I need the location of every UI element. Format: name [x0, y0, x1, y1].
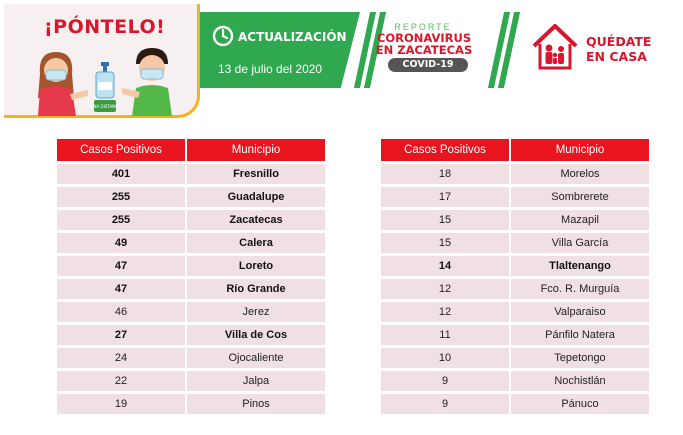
municipality-cell: Fco. R. Murguía: [511, 279, 649, 299]
table-row: [381, 256, 649, 276]
table-row: [381, 325, 649, 345]
table-row: [57, 348, 325, 368]
cases-table-right: [381, 136, 649, 417]
table-row: [57, 371, 325, 391]
col-header-cases: Casos Positivos: [57, 139, 187, 161]
table-row: [381, 371, 649, 391]
cases-cell: 22: [57, 371, 187, 391]
cases-cell: 47: [57, 256, 187, 276]
municipality-cell: Tlaltenango: [511, 256, 649, 276]
house-icon: [530, 22, 580, 72]
cases-cell: 15: [381, 210, 511, 230]
table-row: [57, 210, 325, 230]
cases-cell: 14: [381, 256, 511, 276]
cases-cell: 255: [57, 187, 187, 207]
cases-cell: 17: [381, 187, 511, 207]
table-row: [57, 302, 325, 322]
girl-with-mask-icon: [32, 46, 88, 116]
update-banner-bg: [200, 12, 360, 88]
cases-cell: 19: [57, 394, 187, 414]
cases-cell: 9: [381, 371, 511, 391]
table-row: [381, 279, 649, 299]
stay-home-line1: QUÉDATE: [586, 34, 652, 49]
municipality-cell: Jerez: [187, 302, 325, 322]
clock-icon: [212, 25, 234, 47]
municipality-cell: Loreto: [187, 256, 325, 276]
municipality-cell: Valparaiso: [511, 302, 649, 322]
cases-cell: 12: [381, 279, 511, 299]
cases-cell: 9: [381, 394, 511, 414]
col-header-municipality: Municipio: [511, 139, 649, 161]
municipality-cell: Morelos: [511, 164, 649, 184]
municipality-cell: Río Grande: [187, 279, 325, 299]
municipality-cell: Pánfilo Natera: [511, 325, 649, 345]
table-row: [57, 233, 325, 253]
municipality-cell: Nochistlán: [511, 371, 649, 391]
report-title-line1: CORONAVIRUS: [376, 31, 472, 45]
municipality-cell: Pinos: [187, 394, 325, 414]
cases-cell: 10: [381, 348, 511, 368]
table-row: [57, 164, 325, 184]
municipality-cell: Sombrerete: [511, 187, 649, 207]
report-title: [368, 32, 480, 56]
cases-cell: 24: [57, 348, 187, 368]
cases-cell: 15: [381, 233, 511, 253]
update-label: ACTUALIZACIÓN: [238, 30, 347, 44]
col-header-cases: Casos Positivos: [381, 139, 511, 161]
stay-home-line2: EN CASA: [586, 49, 647, 64]
cases-cell: 47: [57, 279, 187, 299]
table-row: [57, 187, 325, 207]
cases-cell: 401: [57, 164, 187, 184]
stay-home-label: [586, 34, 651, 64]
campaign-title: ¡PÓNTELO!: [44, 16, 166, 38]
update-date: 13 de julio del 2020: [218, 62, 323, 76]
cases-table-left: [57, 136, 325, 417]
boy-with-mask-icon: [122, 44, 182, 116]
pontelo-panel: [4, 4, 200, 118]
table-header-row: [381, 139, 649, 161]
sanitizer-icon: [88, 62, 122, 114]
municipality-cell: Villa García: [511, 233, 649, 253]
table-row: [381, 187, 649, 207]
municipality-cell: Ojocaliente: [187, 348, 325, 368]
table-row: [57, 256, 325, 276]
municipality-cell: Tepetongo: [511, 348, 649, 368]
cases-cell: 18: [381, 164, 511, 184]
table-row: [381, 348, 649, 368]
table-row: [381, 302, 649, 322]
sana-distancia-badge: SANA DISTANCIA: [88, 104, 122, 109]
table-row: [381, 233, 649, 253]
reporte-label: REPORTE: [394, 22, 452, 32]
table-row: [381, 210, 649, 230]
municipality-cell: Villa de Cos: [187, 325, 325, 345]
table-row: [381, 394, 649, 414]
table-row: [57, 325, 325, 345]
table-header-row: [57, 139, 325, 161]
municipality-cell: Guadalupe: [187, 187, 325, 207]
municipality-cell: Zacatecas: [187, 210, 325, 230]
cases-cell: 11: [381, 325, 511, 345]
cases-cell: 255: [57, 210, 187, 230]
municipality-cell: Calera: [187, 233, 325, 253]
cases-cell: 46: [57, 302, 187, 322]
table-row: [57, 279, 325, 299]
municipality-cell: Jalpa: [187, 371, 325, 391]
cases-cell: 12: [381, 302, 511, 322]
cases-cell: 27: [57, 325, 187, 345]
table-row: [381, 164, 649, 184]
table-row: [57, 394, 325, 414]
col-header-municipality: Municipio: [187, 139, 325, 161]
municipality-cell: Fresnillo: [187, 164, 325, 184]
report-title-line2: EN ZACATECAS: [375, 43, 473, 57]
municipality-cell: Pánuco: [511, 394, 649, 414]
cases-cell: 49: [57, 233, 187, 253]
covid-badge: COVID-19: [388, 58, 468, 72]
municipality-cell: Mazapil: [511, 210, 649, 230]
